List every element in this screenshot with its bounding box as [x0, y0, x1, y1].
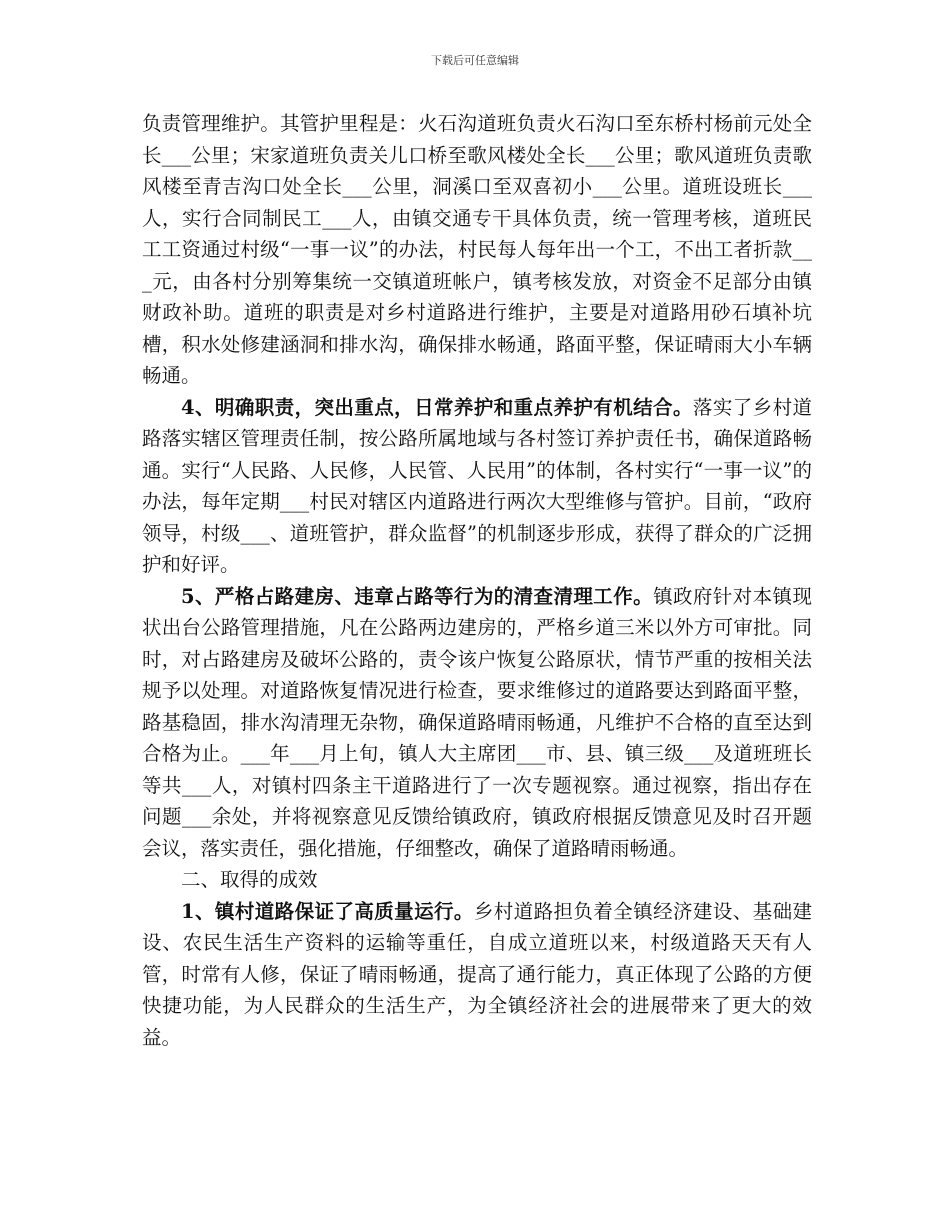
- paragraph-text: 负责管理维护。其管护里程是：火石沟道班负责火石沟口至东桥村杨前元处全长___公里；宋家道班负责关儿口桥至歌风楼处全长___公里；歌风道班负责歌风楼至青吉沟口处全长___公里，洞溪口至双喜初小___公里。道班设班长___人，实行合同制民工___人，由镇交通专干具体负责，统一管理考核，道班民工工资通过村级“一事一议”的办法，村民每人每年出一个工，不出工者折款___元，由各村分别筹集统一交镇道班帐户，镇考核发放，对资金不足部分由镇财政补助。道班的职责是对乡村道路进行维护，主要是对道路用砂石填补坑槽，积水处修建涵洞和排水沟，确保排水畅通，路面平整，保证晴雨大小车辆畅通。: [142, 112, 812, 387]
- paragraph-result-1: [142, 896, 812, 1054]
- section-heading: [142, 864, 812, 896]
- page-header: 下载后可任意编辑: [431, 54, 519, 67]
- paragraph-heading: 5、严格占路建房、违章占路等行为的清查清理工作。: [181, 584, 654, 608]
- paragraph-heading: 4、明确职责，突出重点，日常养护和重点养护有机结合。: [181, 395, 693, 419]
- paragraph-point-5: [142, 581, 812, 865]
- section-heading-text: 二、取得的成效: [181, 868, 318, 891]
- paragraph-maintenance: [142, 108, 812, 392]
- paragraph-text: 落实了乡村道路落实辖区管理责任制，按公路所属地域与各村签订养护责任书，确保道路畅通。实行“人民路、人民修，人民管、人民用”的体制，各村实行“一事一议”的办法，每年定期___村民对辖区内道路进行两次大型维修与管护。目前，“政府领导，村级___、道班管护，群众监督”的机制逐步形成，获得了群众的广泛拥护和好评。: [142, 395, 812, 576]
- document-body: [142, 108, 812, 1053]
- paragraph-heading: 1、镇村道路保证了高质量运行。: [181, 899, 474, 923]
- paragraph-text: 镇政府针对本镇现状出台公路管理措施，凡在公路两边建房的，严格乡道三米以外方可审批。同时，对占路建房及破坏公路的，责令该户恢复公路原状，情节严重的按相关法规予以处理。对道路恢复情况进行检查，要求维修过的道路要达到路面平整，路基稳固，排水沟清理无杂物，确保道路晴雨畅通，凡维护不合格的直至达到合格为止。___年___月上旬，镇人大主席团___市、县、镇三级___及道班班长等共___人，对镇村四条主干道路进行了一次专题视察。通过视察，指出存在问题___余处，并将视察意见反馈给镇政府，镇政府根据反馈意见及时召开题会议，落实责任，强化措施，仔细整改，确保了道路晴雨畅通。: [142, 584, 812, 860]
- paragraph-text: 乡村道路担负着全镇经济建设、基础建设、农民生活生产资料的运输等重任，自成立道班以来，村级道路天天有人管，时常有人修，保证了晴雨畅通，提高了通行能力，真正体现了公路的方便快捷功能，为人民群众的生活生产，为全镇经济社会的进展带来了更大的效益。: [142, 899, 812, 1049]
- paragraph-point-4: [142, 392, 812, 581]
